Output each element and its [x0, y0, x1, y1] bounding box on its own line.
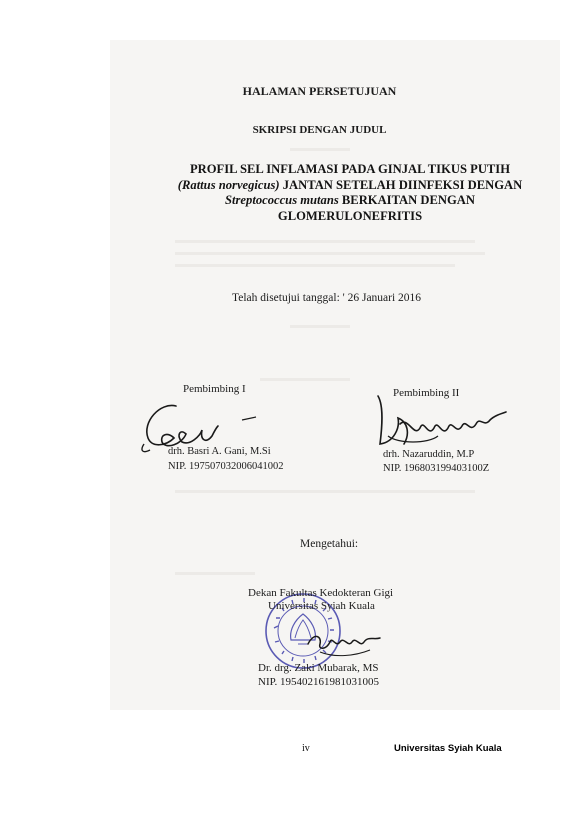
species-name: (Rattus norvegicus): [177, 177, 280, 192]
supervisor-2-role: Pembimbing II: [393, 387, 460, 399]
dean-university: Universitas Syiah Kuala: [268, 600, 375, 612]
page-number: iv: [302, 743, 310, 754]
bacteria-name: Streptococcus mutans: [225, 193, 339, 207]
page-subheading: SKRIPSI DENGAN JUDUL: [252, 124, 387, 136]
thesis-title-line: (Rattus norvegicus) JANTAN SETELAH DIINFEKSI DENGAN: [177, 177, 523, 192]
bleed-through-line: [175, 490, 475, 493]
dean-title: Dekan Fakultas Kedokteran Gigi: [248, 587, 394, 599]
bleed-through-line: [175, 264, 455, 267]
supervisor-1-role: Pembimbing I: [183, 383, 246, 395]
bleed-through-line: [260, 378, 350, 381]
thesis-title-line: Streptococcus mutans BERKAITAN DENGAN: [225, 193, 475, 207]
supervisor-2-name: drh. Nazaruddin, M.P: [383, 449, 475, 460]
acknowledged-label: Mengetahui:: [300, 538, 359, 550]
page-heading: HALAMAN PERSETUJUAN: [242, 84, 397, 98]
supervisor-2-signature: [368, 388, 513, 456]
bleed-through-line: [290, 148, 350, 151]
approval-date: Telah disetujui tanggal: ' 26 Januari 2016: [232, 292, 422, 304]
dean-nip: NIP. 195402161981031005: [258, 676, 380, 688]
supervisor-1-nip: NIP. 197507032006041002: [168, 461, 284, 472]
thesis-title-line: PROFIL SEL INFLAMASI PADA GINJAL TIKUS PUTIH: [189, 162, 511, 176]
bleed-through-line: [290, 325, 350, 328]
thesis-title-line: GLOMERULONEFRITIS: [277, 208, 423, 223]
bleed-through-line: [175, 572, 255, 575]
supervisor-2-nip: NIP. 196803199403100Z: [383, 463, 490, 474]
footer-university: Universitas Syiah Kuala: [394, 743, 502, 754]
thesis-title: [150, 162, 550, 224]
dean-name: Dr. drg. Zaki Mubarak, MS: [258, 662, 379, 674]
bleed-through-line: [175, 252, 485, 255]
dean-signature: [300, 622, 390, 662]
bleed-through-line: [175, 240, 475, 243]
supervisor-1-name: drh. Basri A. Gani, M.Si: [168, 446, 271, 457]
